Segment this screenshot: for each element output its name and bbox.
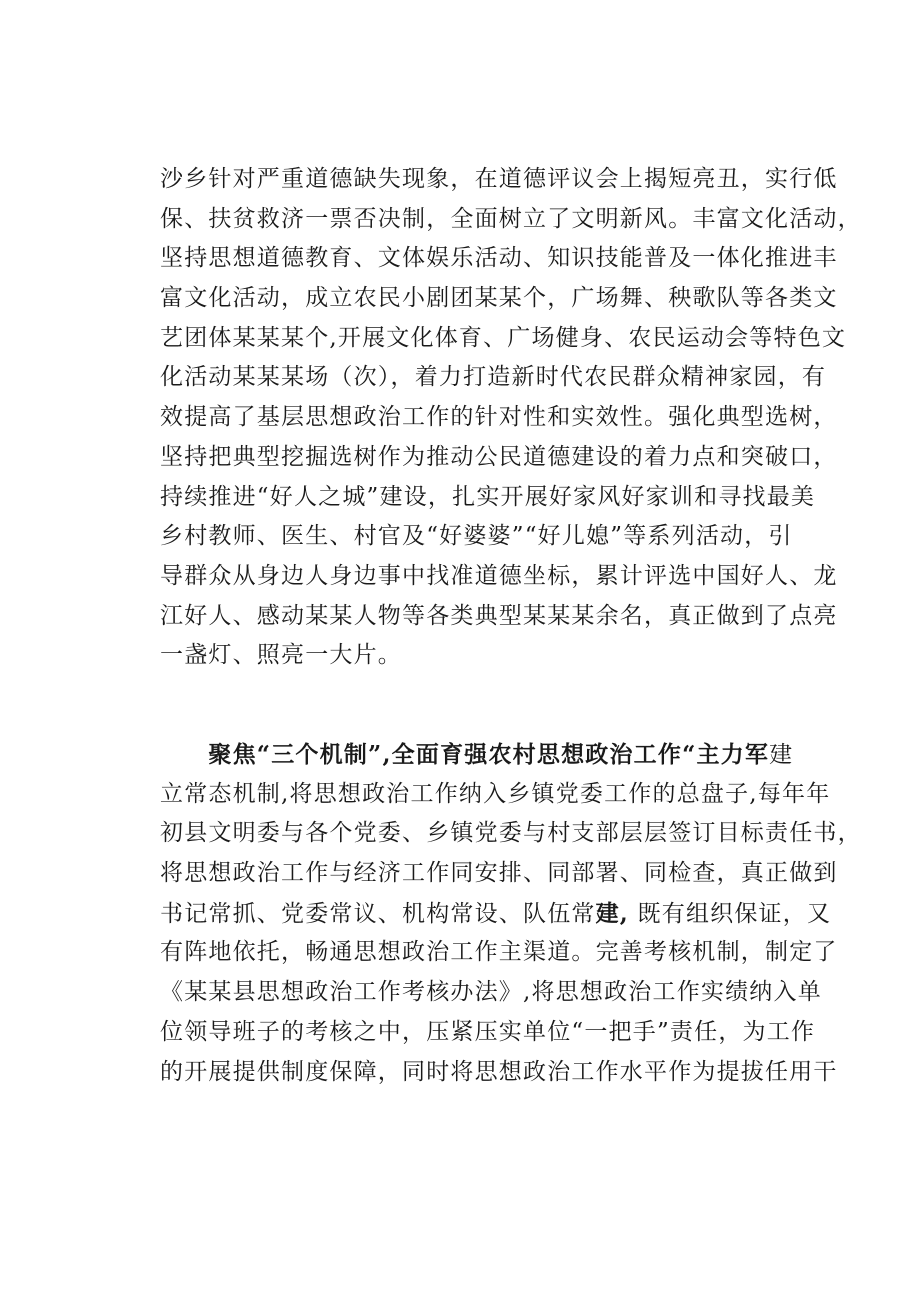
paragraph-line — [160, 894, 832, 934]
line-segment: 书记常抓、党委常议、机构常设、队伍常 — [160, 900, 596, 927]
line-segment: 既有组织保证，又 — [629, 900, 832, 927]
paragraph-line: 的开展提供制度保障，同时将思想政治工作水平作为提拔任用干 — [160, 1058, 838, 1085]
paragraph-line: 坚持思想道德教育、文体娱乐活动、知识技能普及一体化推进丰 — [160, 245, 838, 272]
paragraph-line: 持续推进“好人之城”建设，扎实开展好家风好家训和寻找最美 — [160, 483, 816, 510]
section-heading: 聚焦“三个机制”,全面育强农村思想政治工作“主力军 — [160, 741, 770, 768]
paragraph-three-mechanisms — [160, 735, 862, 1092]
heading-continuation: 建 — [769, 742, 794, 768]
paragraph-line: 立常态机制,将思想政治工作纳入乡镇党委工作的总盘子,每年年 — [160, 780, 831, 807]
bold-character: 建, — [595, 899, 630, 927]
paragraph-line: 将思想政治工作与经济工作同安排、同部署、同检查，真正做到 — [160, 860, 838, 887]
paragraph-line: 效提高了基层思想政治工作的针对性和实效性。强化典型选树， — [160, 404, 838, 431]
paragraph-line: 初县文明委与各个党委、乡镇党委与村支部层层签订目标责任书， — [160, 820, 862, 847]
paragraph-line: 富文化活动，成立农民小剧团某某个，广场舞、秧歌队等各类文 — [160, 285, 838, 312]
paragraph-line: 化活动某某某场（次），着力打造新时代农民群众精神家园，有 — [160, 364, 827, 391]
paragraph-line: 位领导班子的考核之中，压紧压实单位“一把手”责任，为工作 — [160, 1018, 816, 1045]
paragraph-line: 保、扶贫救济一票否决制，全面树立了文明新风。丰富文化活动， — [160, 205, 862, 232]
paragraph-line: 艺团体某某某个,开展文化体育、广场健身、农民运动会等特色文 — [160, 324, 847, 351]
paragraph-line: 坚持把典型挖掘选树作为推动公民道德建设的着力点和突破口， — [160, 443, 838, 470]
paragraph-line: 一盏灯、照亮一大片。 — [160, 642, 402, 669]
paragraph-line: 《某某县思想政治工作考核办法》,将思想政治工作实绩纳入单 — [160, 979, 822, 1006]
paragraph-line: 导群众从身边人身边事中找准道德坐标，累计评选中国好人、龙 — [160, 562, 838, 589]
paragraph-line: 沙乡针对严重道德缺失现象，在道德评议会上揭短亮丑，实行低 — [160, 166, 838, 192]
paragraph-line: 江好人、感动某某人物等各类典型某某某余名，真正做到了点亮 — [160, 602, 838, 629]
paragraph-line: 有阵地依托，畅通思想政治工作主渠道。完善考核机制，制定了 — [160, 939, 838, 966]
paragraph-moral-culture — [160, 160, 862, 676]
paragraph-line: 乡村教师、医生、村官及“好婆婆”“好儿媳”等系列活动，引 — [160, 523, 793, 550]
paragraph-heading-line — [160, 735, 800, 775]
